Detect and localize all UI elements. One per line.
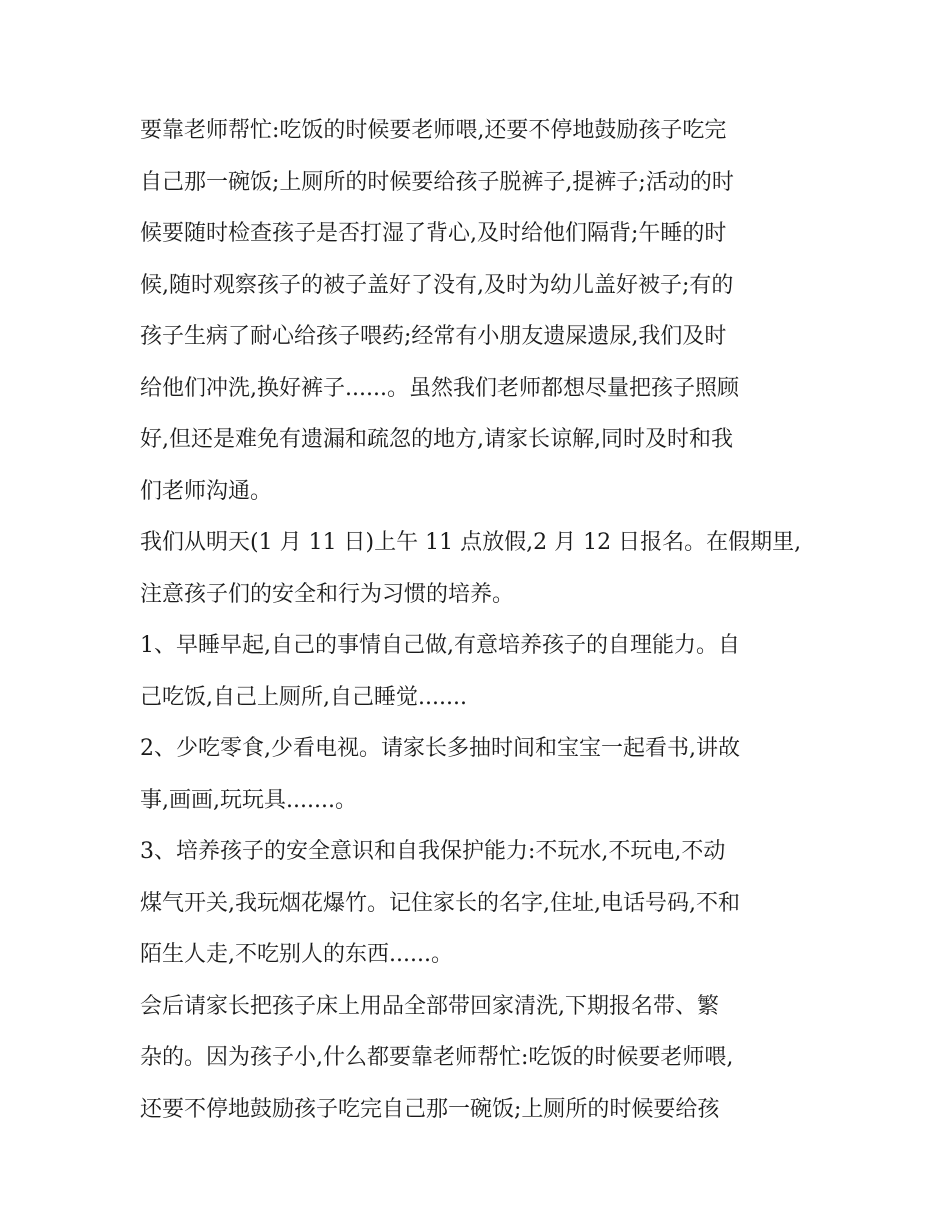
text-line: 候,随时观察孩子的被子盖好了没有,及时为幼儿盖好被子;有的 xyxy=(140,272,734,298)
text-line: 们老师沟通。 xyxy=(140,478,273,504)
text-line: 自己那一碗饭;上厕所的时候要给孩子脱裤子,提裤子;活动的时 xyxy=(140,169,734,195)
text-line: 会后请家长把孩子床上用品全部带回家清洗,下期报名带、繁 xyxy=(140,993,719,1019)
text-line: 注意孩子们的安全和行为习惯的培养。 xyxy=(140,581,515,607)
list-item-1-line: 1、早睡早起,自己的事情自己做,有意培养孩子的自理能力。自 xyxy=(140,633,740,658)
list-item-3-line: 陌生人走,不吃别人的东西......。 xyxy=(140,942,453,967)
document-body xyxy=(140,105,820,1135)
text-line: 杂的。因为孩子小,什么都要靠老师帮忙:吃饭的时候要老师喂, xyxy=(140,1045,734,1070)
text-line: 要靠老师帮忙:吃饭的时候要老师喂,还要不停地鼓励孩子吃完 xyxy=(140,118,727,143)
list-item-1-line: 己吃饭,自己上厕所,自己睡觉....... xyxy=(140,684,467,710)
text-line: 候要随时检查孩子是否打湿了背心,及时给他们隔背;午睡的时 xyxy=(140,221,727,246)
text-line: 给他们冲洗,换好裤子......。虽然我们老师都想尽量把孩子照顾 xyxy=(140,375,739,401)
list-item-3-line: 3、培养孩子的安全意识和自我保护能力:不玩水,不玩电,不动 xyxy=(140,839,726,864)
list-item-3-line: 煤气开关,我玩烟花爆竹。记住家长的名字,住址,电话号码,不和 xyxy=(140,890,740,916)
list-item-2-line: 事,画画,玩玩具.......。 xyxy=(140,787,357,813)
text-line: 好,但还是难免有遗漏和疏忽的地方,请家长谅解,同时及时和我 xyxy=(140,427,733,452)
text-line: 我们从明天(1 月 11 日)上午 11 点放假,2 月 12 日报名。在假期里, xyxy=(140,530,802,555)
list-item-2-line: 2、少吃零食,少看电视。请家长多抽时间和宝宝一起看书,讲故 xyxy=(140,736,740,761)
text-line: 孩子生病了耐心给孩子喂药;经常有小朋友遗屎遗尿,我们及时 xyxy=(140,324,727,349)
text-line: 还要不停地鼓励孩子吃完自己那一碗饭;上厕所的时候要给孩 xyxy=(140,1096,720,1122)
